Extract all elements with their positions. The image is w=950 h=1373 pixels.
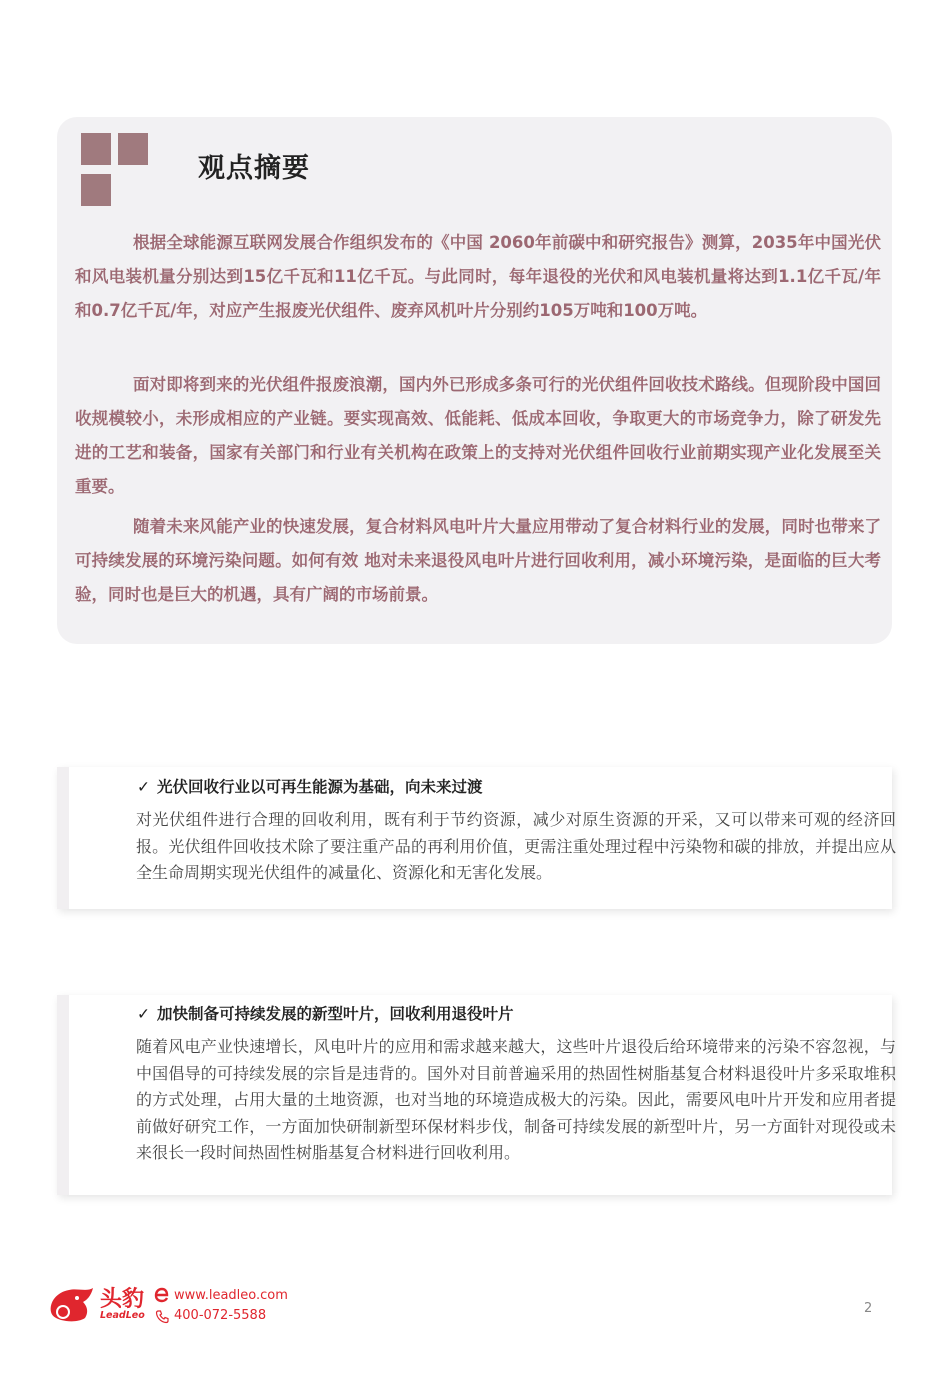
decorative-square bbox=[81, 174, 111, 206]
checkmark-icon: ✓ bbox=[137, 1005, 150, 1023]
card-heading bbox=[137, 775, 483, 797]
card-heading-text: 光伏回收行业以可再生能源为基础，向未来过渡 bbox=[157, 778, 483, 796]
summary-paragraph: 随着未来风能产业的快速发展，复合材料风电叶片大量应用带动了复合材料行业的发展，同时也带来了可持续发展的环境污染问题。如何有效 地对未来退役风电叶片进行回收利用，减小环境污染，是面临的巨大考验，同时也是巨大的机遇，具有广阔的市场前景。 bbox=[75, 517, 881, 604]
card-heading bbox=[137, 1002, 514, 1024]
insight-card bbox=[57, 767, 896, 909]
decorative-square bbox=[81, 133, 111, 165]
insight-card bbox=[57, 995, 896, 1195]
card-heading-text: 加快制备可持续发展的新型叶片，回收利用退役叶片 bbox=[157, 1005, 514, 1023]
summary-paragraph: 根据全球能源互联网发展合作组织发布的《中国 2060年前碳中和研究报告》测算，2035年中国光伏和风电装机量分别达到15亿千瓦和11亿千瓦。与此同时，每年退役的光伏和风电装机量将达到1.1亿千瓦/年和0.7亿千瓦/年，对应产生报废光伏组件、废弃风机叶片分别约105万吨和100万吨。 bbox=[75, 233, 881, 320]
card-body: 随着风电产业快速增长，风电叶片的应用和需求越来越大，这些叶片退役后给环境带来的污染不容忽视，与中国倡导的可持续发展的宗旨是违背的。国外对目前普遍采用的热固性树脂基复合材料退役叶片多采取堆积的方式处理，占用大量的土地资源，也对当地的环境造成极大的污染。因此，需要风电叶片开发和应用者提前做好研究工作，一方面加快研制新型环保材料步伐，制备可持续发展的新型叶片，另一方面针对现役或未来很长一段时间热固性树脂基复合材料进行回收利用。 bbox=[136, 1037, 896, 1162]
brand-name: 头豹 bbox=[100, 1287, 145, 1312]
checkmark-icon: ✓ bbox=[137, 778, 150, 796]
website-link[interactable]: www.leadleo.com bbox=[174, 1288, 288, 1303]
phone-icon bbox=[155, 1309, 170, 1324]
decorative-square bbox=[118, 133, 148, 165]
summary-title: 观点摘要 bbox=[198, 153, 310, 184]
page-number: 2 bbox=[864, 1301, 873, 1316]
phone-number: 400-072-5588 bbox=[174, 1308, 267, 1323]
summary-paragraph: 面对即将到来的光伏组件报废浪潮，国内外已形成多条可行的光伏组件回收技术路线。但现阶段中国回收规模较小，未形成相应的产业链。要实现高效、低能耗、低成本回收，争取更大的市场竞争力，除了研发先进的工艺和装备，国家有关部门和行业有关机构在政策上的支持对光伏组件回收行业前期实现产业化发展至关重要。 bbox=[75, 375, 881, 496]
web-e-icon bbox=[153, 1286, 171, 1304]
brand-name-english: LeadLeo bbox=[100, 1310, 145, 1321]
card-body: 对光伏组件进行合理的回收利用，既有利于节约资源，减少对原生资源的开采，又可以带来可观的经济回报。光伏组件回收技术除了要注重产品的再利用价值，更需注重处理过程中污染物和碳的排放，并提出应从全生命周期实现光伏组件的减量化、资源化和无害化发展。 bbox=[136, 810, 896, 882]
leopard-logo-icon bbox=[47, 1284, 97, 1324]
